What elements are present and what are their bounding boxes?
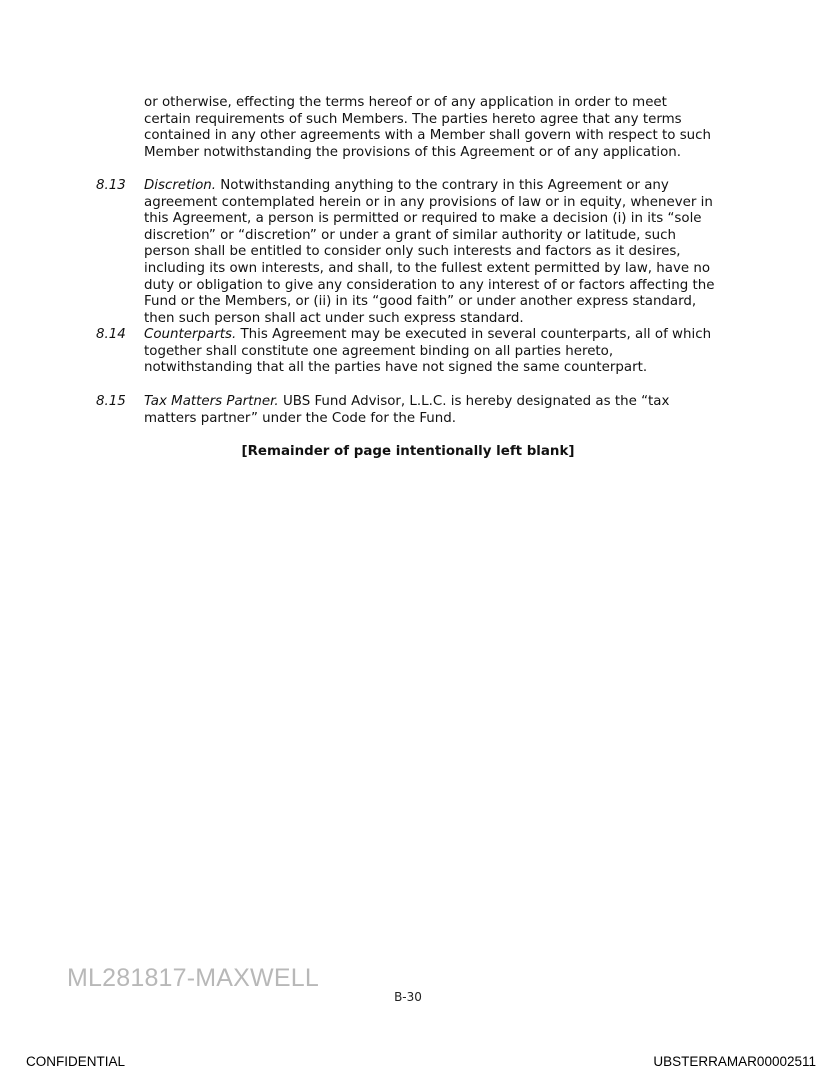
section-number: 8.13 (96, 178, 126, 193)
remainder-blank-note: [Remainder of page intentionally left blank] (241, 444, 575, 459)
watermark-stamp: ML281817-MAXWELL (67, 964, 319, 992)
section-8-15 (96, 394, 720, 427)
section-text: This Agreement may be executed in several counterparts, all of which together shall constitute one agreement binding on all parties hereto, notwithstanding that all the parties have not signed the same counterpart. (144, 327, 712, 376)
section-number: 8.15 (96, 394, 126, 409)
section-number: 8.14 (96, 327, 126, 342)
page-number: B-30 (394, 990, 422, 1004)
section-heading: Discretion. (144, 178, 217, 193)
section-heading: Counterparts. (144, 327, 237, 342)
section-text: Notwithstanding anything to the contrary in this Agreement or any agreement contemplated herein or in any provisions of law or in equity, whenever in this Agreement, a person is permitted or required to make a decision (i) in its “sole discretion” or “discretion” or under a grant of similar authority or latitude, such person shall be entitled to consider only such interests and factors as it desires, including its own interests, and shall, to the fullest extent permitted by law, have no duty or obligation to give any consideration to any interest of or factors affecting the Fund or the Members, or (ii) in its “good faith” or under another express standard, then such person shall act under such express standard. (144, 178, 715, 326)
section-body (144, 178, 718, 327)
section-body (144, 394, 718, 427)
section-body (144, 327, 718, 377)
section-heading: Tax Matters Partner. (144, 394, 279, 409)
section-8-14 (96, 327, 720, 377)
continuation-paragraph: or otherwise, effecting the terms hereof or of any application in order to meet certain requirements of such Members. The parties hereto agree that any terms contained in any other agreements with a Member shall govern with respect to such Member notwithstanding the provisions of this Agreement or of any application. (144, 95, 712, 160)
section-text: UBS Fund Advisor, L.L.C. is hereby designated as the “tax matters partner” under the Code for the Fund. (144, 394, 670, 426)
confidential-label: CONFIDENTIAL (26, 1054, 126, 1069)
section-8-13 (96, 178, 720, 327)
bates-number: UBSTERRAMAR00002511 (653, 1054, 816, 1069)
